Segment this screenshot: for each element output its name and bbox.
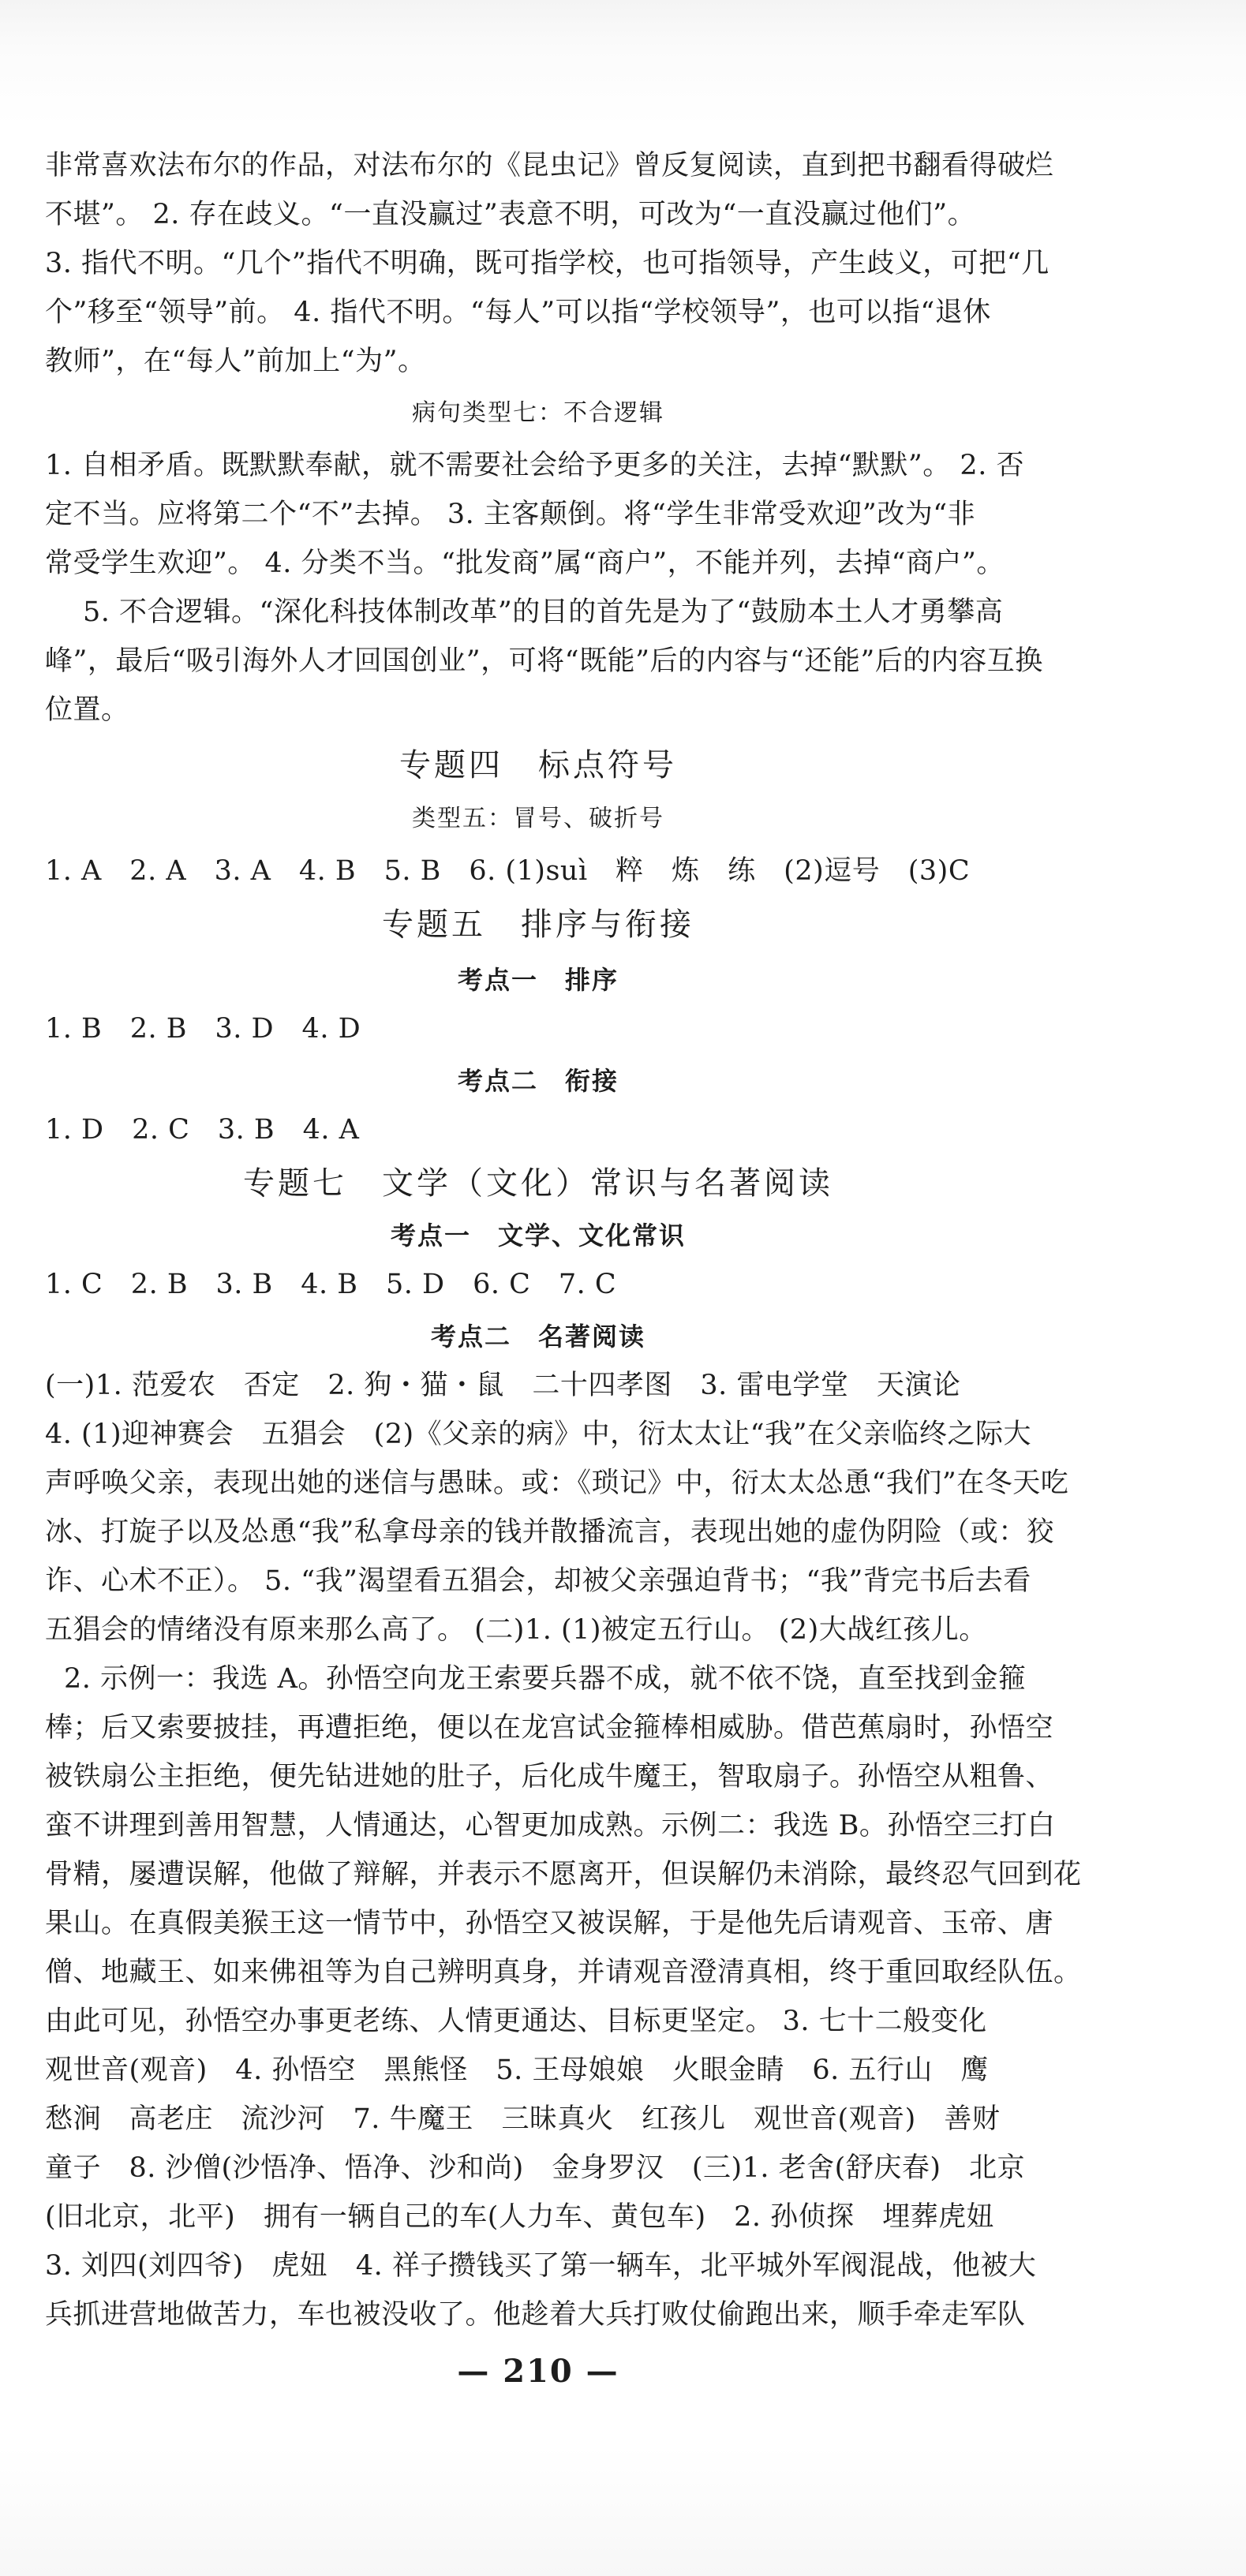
text-line: 定不当。应将第二个“不”去掉。 3. 主客颠倒。将“学生非常受欢迎”改为“非 xyxy=(45,499,976,530)
text-line: 3. 刘四(刘四爷) 虎妞 4. 祥子攒钱买了第一辆车，北平城外军阀混战，他被大 xyxy=(45,2250,1037,2282)
text-line: (一)1. 范爱农 否定 2. 狗・猫・鼠 二十四孝图 3. 雷电学堂 天演论 xyxy=(45,1370,961,1401)
type-heading-5: 类型五：冒号、破折号 xyxy=(412,805,664,832)
answer-line: 1. C 2. B 3. B 4. B 5. D 6. C 7. C xyxy=(45,1269,617,1300)
text-line: 五猖会的情绪没有原来那么高了。 (二)1. (1)被定五行山。 (2)大战红孩儿。 xyxy=(45,1614,987,1646)
text-line: 峰”，最后“吸引海外人才回国创业”，可将“既能”后的内容与“还能”后的内容互换 xyxy=(45,645,1043,677)
text-line: 蛮不讲理到善用智慧，人情通达，心智更加成熟。示例二：我选 B。孙悟空三打白 xyxy=(45,1810,1056,1841)
text-line: 被铁扇公主拒绝，便先钻进她的肚子，后化成牛魔王，智取扇子。孙悟空从粗鲁、 xyxy=(45,1761,1054,1793)
text-line: 常受学生欢迎”。 4. 分类不当。“批发商”属“商户”，不能并列，去掉“商户”。 xyxy=(45,548,1005,579)
answer-line: 1. B 2. B 3. D 4. D xyxy=(45,1013,361,1045)
topic-heading-4: 专题四 标点符号 xyxy=(399,747,677,783)
text-line: 个”移至“领导”前。 4. 指代不明。“每人”可以指“学校领导”，也可以指“退休 xyxy=(45,297,991,328)
text-line: 2. 示例一：我选 A。孙悟空向龙王索要兵器不成，就不依不饶，直至找到金箍 xyxy=(64,1663,1027,1695)
text-line: 果山。在真假美猴王这一情节中，孙悟空又被误解，于是他先后请观音、玉帝、唐 xyxy=(45,1908,1054,1939)
text-line: 兵抓进营地做苦力，车也被没收了。他趁着大兵打败仗偷跑出来，顺手牵走军队 xyxy=(45,2299,1026,2331)
text-line: 5. 不合逻辑。“深化科技体制改革”的目的首先是为了“鼓励本土人才勇攀高 xyxy=(83,596,1004,628)
answer-line: 1. D 2. C 3. B 4. A xyxy=(45,1114,360,1146)
text-line: 棒；后又索要披挂，再遭拒绝，便以在龙宫试金箍棒相威胁。借芭蕉扇时，孙悟空 xyxy=(45,1712,1054,1744)
answer-line: 1. A 2. A 3. A 4. B 5. B 6. (1)suì 粹 炼 练 (2)逗号 (3)C xyxy=(45,855,971,887)
exam-point-heading: 考点二 衔接 xyxy=(457,1066,619,1096)
text-line: 骨精，屡遭误解，他做了辩解，并表示不愿离开，但误解仍未消除，最终忍气回到花 xyxy=(45,1859,1082,1890)
text-line: 1. 自相矛盾。既默默奉献，就不需要社会给予更多的关注，去掉“默默”。 2. 否 xyxy=(45,450,1024,481)
text-line: 冰、打旋子以及怂恿“我”私拿母亲的钱并散播流言，表现出她的虚伪阴险（或：狡 xyxy=(45,1516,1055,1548)
text-line: (旧北京，北平) 拥有一辆自己的车(人力车、黄包车) 2. 孙侦探 埋葬虎妞 xyxy=(45,2201,995,2233)
text-line: 观世音(观音) 4. 孙悟空 黑熊怪 5. 王母娘娘 火眼金睛 6. 五行山 鹰 xyxy=(45,2054,989,2086)
text-line: 教师”，在“每人”前加上“为”。 xyxy=(45,346,426,377)
text-line: 由此可见，孙悟空办事更老练、人情更通达、目标更坚定。 3. 七十二般变化 xyxy=(45,2006,987,2037)
text-line: 声呼唤父亲，表现出她的迷信与愚昧。或：《琐记》中，衍太太怂恿“我们”在冬天吃 xyxy=(45,1467,1069,1499)
text-line: 非常喜欢法布尔的作品，对法布尔的《昆虫记》曾反复阅读，直到把书翻看得破烂 xyxy=(45,150,1054,181)
exam-point-heading: 考点一 排序 xyxy=(457,965,619,995)
text-line: 4. (1)迎神赛会 五猖会 (2)《父亲的病》中，衍太太让“我”在父亲临终之际大 xyxy=(45,1419,1031,1450)
page-number: — 210 — xyxy=(457,2353,619,2390)
text-line: 3. 指代不明。“几个”指代不明确，既可指学校，也可指领导，产生歧义，可把“几 xyxy=(45,248,1050,279)
text-line: 位置。 xyxy=(45,694,129,726)
text-line: 童子 8. 沙僧(沙悟净、悟净、沙和尚) 金身罗汉 (三)1. 老舍(舒庆春) 北京 xyxy=(45,2152,1025,2184)
section-heading-error-type-7: 病句类型七：不合逻辑 xyxy=(412,399,664,427)
text-line: 诈、心术不正）。 5. “我”渴望看五猖会，却被父亲强迫背书；“我”背完书后去看 xyxy=(45,1565,1031,1597)
topic-heading-7: 专题七 文学（文化）常识与名著阅读 xyxy=(243,1165,833,1202)
text-line: 愁涧 高老庄 流沙河 7. 牛魔王 三昧真火 红孩儿 观世音(观音) 善财 xyxy=(45,2103,1001,2135)
topic-heading-5: 专题五 排序与衔接 xyxy=(382,907,694,943)
exam-point-heading: 考点二 名著阅读 xyxy=(430,1322,645,1352)
text-line: 不堪”。 2. 存在歧义。“一直没赢过”表意不明，可改为“一直没赢过他们”。 xyxy=(45,199,976,230)
text-line: 僧、地藏王、如来佛祖等为自己辨明真身，并请观音澄清真相，终于重回取经队伍。 xyxy=(45,1957,1082,1988)
exam-point-heading: 考点一 文学、文化常识 xyxy=(390,1221,686,1251)
